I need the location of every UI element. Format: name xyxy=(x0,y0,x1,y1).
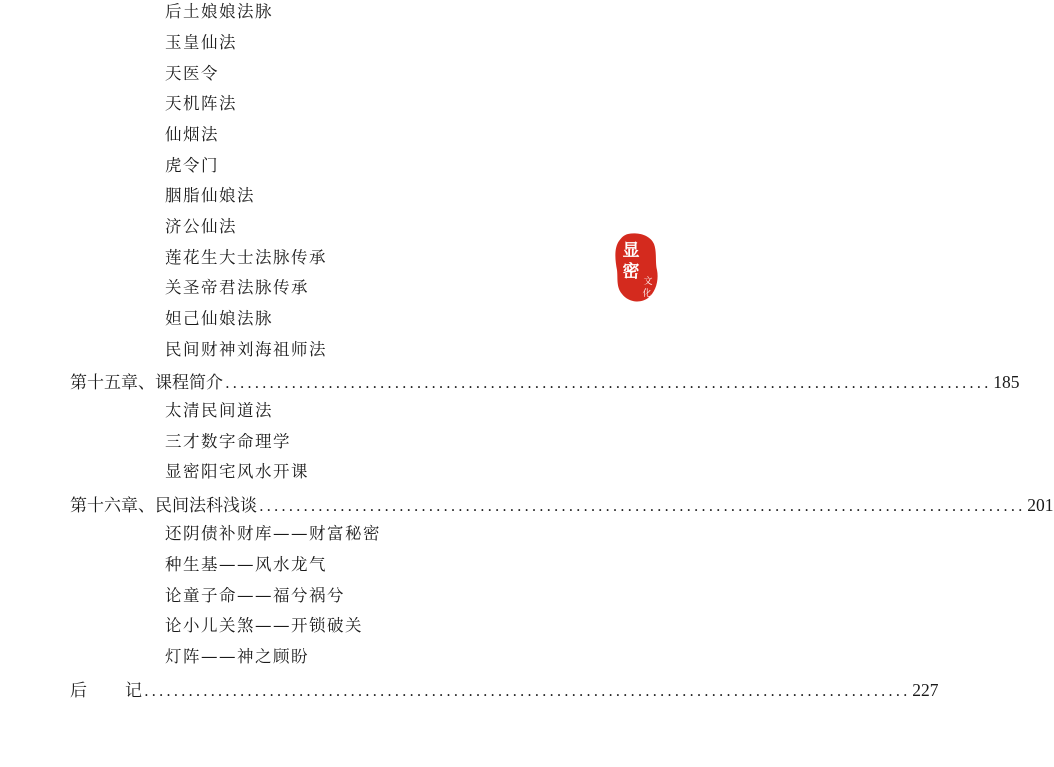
toc-sub-item: 三才数字命理学 xyxy=(165,432,291,451)
toc-sub-item: 灯阵——神之顾盼 xyxy=(165,647,309,666)
leader-dots: ........................................................................................................ xyxy=(259,497,1026,515)
page-number: 185 xyxy=(993,372,1020,392)
seal-stamp-icon xyxy=(614,232,658,304)
toc-sub-item: 关圣帝君法脉传承 xyxy=(165,278,309,297)
seal-char: 文 xyxy=(643,277,653,287)
toc-afterword[interactable] xyxy=(70,676,939,701)
leader-dots: ........................................................................................................ xyxy=(144,682,911,700)
page-number: 227 xyxy=(912,680,939,700)
toc-sub-item: 妲己仙娘法脉 xyxy=(165,309,273,328)
leader-dots: ........................................................................................................ xyxy=(225,374,992,392)
toc-sub-item: 玉皇仙法 xyxy=(165,33,237,52)
toc-sub-item: 莲花生大士法脉传承 xyxy=(165,248,327,267)
toc-sub-item: 天医令 xyxy=(165,64,219,83)
seal-char: 密 xyxy=(622,262,640,282)
toc-chapter-15[interactable] xyxy=(70,368,1020,393)
toc-sub-item: 后土娘娘法脉 xyxy=(165,2,273,21)
afterword-title xyxy=(70,676,142,701)
afterword-char: 后 xyxy=(70,681,87,701)
toc-sub-item: 仙烟法 xyxy=(165,125,219,144)
toc-sub-item: 论童子命——福兮祸兮 xyxy=(165,586,345,605)
toc-sub-item: 胭脂仙娘法 xyxy=(165,186,255,205)
afterword-char: 记 xyxy=(125,681,142,701)
toc-sub-item: 天机阵法 xyxy=(165,94,237,113)
seal-char: 显 xyxy=(622,241,640,261)
chapter-title: 第十六章、民间法科浅谈 xyxy=(70,496,257,516)
chapter-title: 第十五章、课程简介 xyxy=(70,373,223,393)
page-number: 201 xyxy=(1027,495,1054,515)
toc-sub-item: 民间财神刘海祖师法 xyxy=(165,340,327,359)
toc-sub-item: 济公仙法 xyxy=(165,217,237,236)
toc-sub-item: 显密阳宅风水开课 xyxy=(165,462,309,481)
toc-sub-item: 太清民间道法 xyxy=(165,401,273,420)
toc-sub-item: 种生基——风水龙气 xyxy=(165,555,327,574)
seal-char: 化 xyxy=(642,289,652,299)
toc-sub-item: 论小儿关煞——开锁破关 xyxy=(165,616,363,635)
toc-sub-item: 还阴债补财库——财富秘密 xyxy=(165,524,381,543)
toc-sub-item: 虎令门 xyxy=(165,156,219,175)
toc-chapter-16[interactable] xyxy=(70,491,1054,516)
